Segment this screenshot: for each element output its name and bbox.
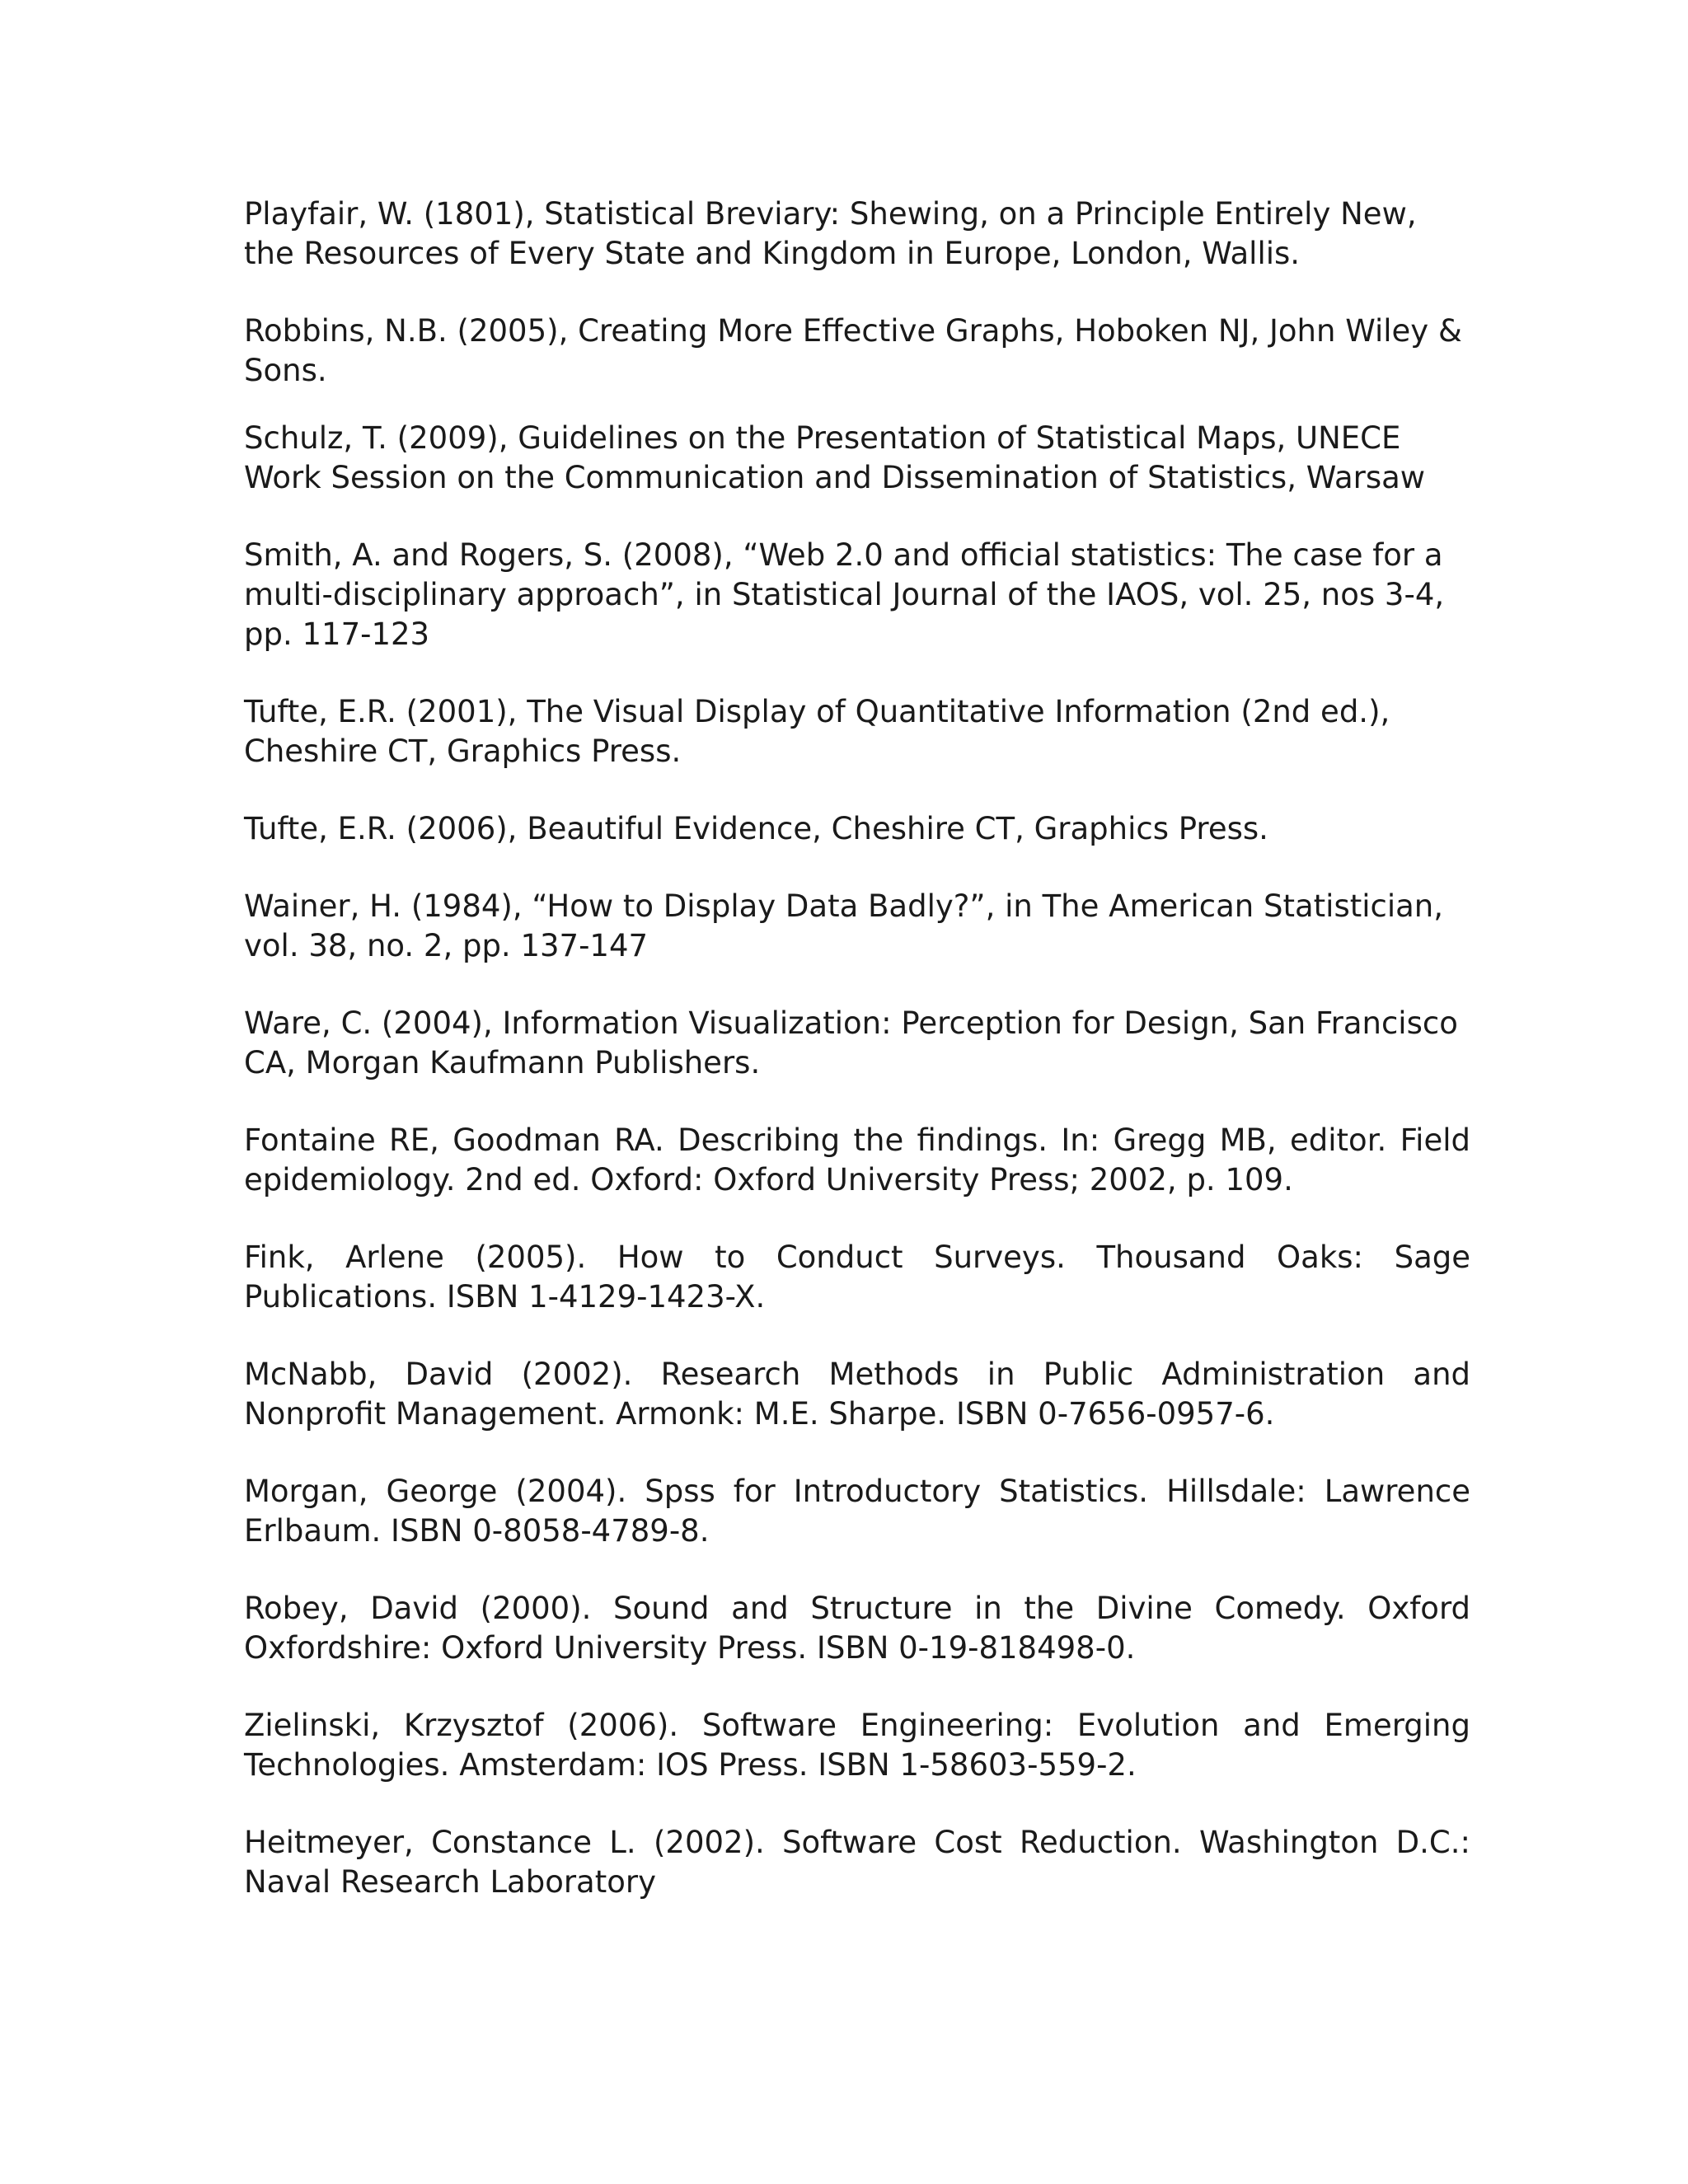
reference-entry: Fontaine RE, Goodman RA. Describing the findings. In: Gregg MB, editor. Field epidemiology. 2nd ed. Oxford: Oxford University Press; 2002, p. 109. [244, 1122, 1470, 1197]
reference-entry: Zielinski, Krzysztof (2006). Software Engineering: Evolution and Emerging Technologies. Amsterdam: IOS Press. ISBN 1-58603-559-2. [244, 1708, 1470, 1783]
reference-list [244, 194, 1470, 1940]
reference-entry: Smith, A. and Rogers, S. (2008), “Web 2.0 and official statistics: The case for a multi-disciplinary approach”, in Statistical Journal of the IAOS, vol. 25, nos 3-4, pp. 117-123 [244, 537, 1445, 652]
reference-entry: Schulz, T. (2009), Guidelines on the Presentation of Statistical Maps, UNECE Work Session on the Communication and Dissemination of Statistics, Warsaw [244, 420, 1426, 495]
reference-entry: Robbins, N.B. (2005), Creating More Effective Graphs, Hoboken NJ, John Wiley & Sons. [244, 313, 1462, 388]
reference-entry: Playfair, W. (1801), Statistical Breviary: Shewing, on a Principle Entirely New, the Resources of Every State and Kingdom in Europe, London, Wallis. [244, 196, 1417, 271]
reference-entry: McNabb, David (2002). Research Methods in Public Administration and Nonprofit Management. Armonk: M.E. Sharpe. ISBN 0-7656-0957-6. [244, 1357, 1470, 1432]
reference-entry: Morgan, George (2004). Spss for Introductory Statistics. Hillsdale: Lawrence Erlbaum. ISBN 0-8058-4789-8. [244, 1474, 1470, 1549]
reference-entry: Tufte, E.R. (2001), The Visual Display of Quantitative Information (2nd ed.), Cheshire CT, Graphics Press. [244, 694, 1390, 769]
reference-entry: Ware, C. (2004), Information Visualization: Perception for Design, San Francisco CA, Morgan Kaufmann Publishers. [244, 1005, 1458, 1080]
reference-entry: Robey, David (2000). Sound and Structure in the Divine Comedy. Oxford Oxfordshire: Oxford University Press. ISBN 0-19-818498-0. [244, 1591, 1470, 1666]
reference-entry: Wainer, H. (1984), “How to Display Data Badly?”, in The American Statistician, vol. 38, no. 2, pp. 137-147 [244, 888, 1444, 963]
reference-entry: Tufte, E.R. (2006), Beautiful Evidence, Cheshire CT, Graphics Press. [244, 811, 1268, 846]
reference-entry: Fink, Arlene (2005). How to Conduct Surveys. Thousand Oaks: Sage Publications. ISBN 1-4129-1423-X. [244, 1240, 1470, 1315]
reference-entry: Heitmeyer, Constance L. (2002). Software Cost Reduction. Washington D.C.: Naval Research Laboratory [244, 1825, 1470, 1900]
